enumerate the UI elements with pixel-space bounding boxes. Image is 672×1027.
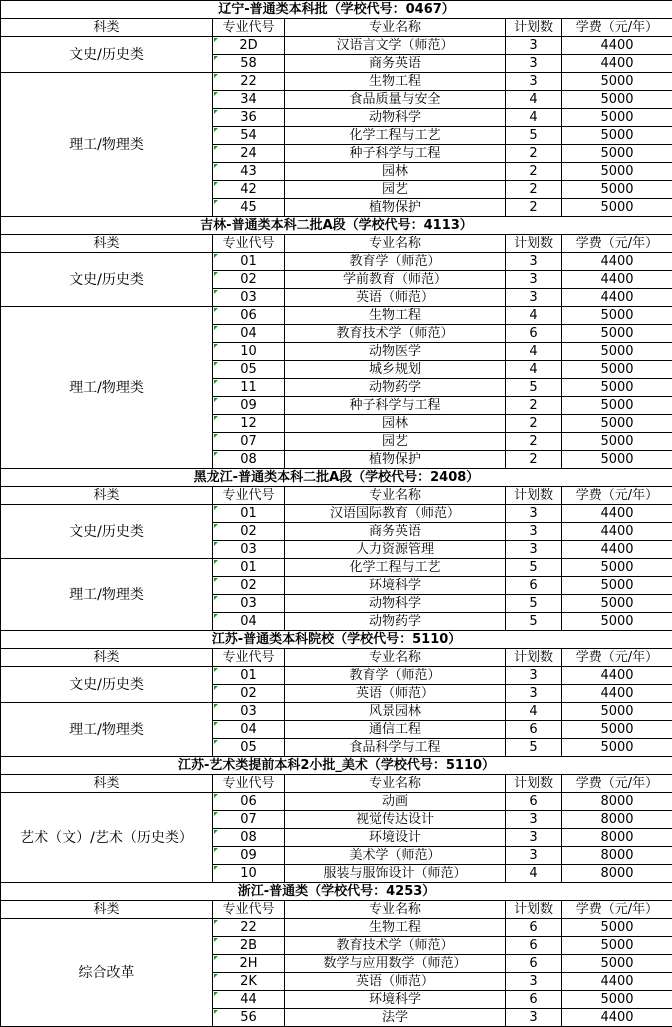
column-header-row: [1, 775, 672, 793]
major-code: 24: [213, 145, 285, 163]
major-code: 22: [213, 73, 285, 91]
tuition-fee: 4400: [562, 55, 672, 73]
major-name: 学前教育（师范）: [285, 271, 506, 289]
plan-count: 6: [506, 793, 562, 811]
major-code: 12: [213, 415, 285, 433]
tuition-fee: 5000: [562, 721, 672, 739]
major-code: 05: [213, 361, 285, 379]
major-code: 06: [213, 793, 285, 811]
section-title: 辽宁-普通类本科批（学校代号：0467）: [1, 1, 672, 19]
plan-count: 2: [506, 145, 562, 163]
plan-count: 3: [506, 73, 562, 91]
major-name: 人力资源管理: [285, 541, 506, 559]
major-code: 05: [213, 739, 285, 757]
tuition-fee: 5000: [562, 451, 672, 469]
column-header-row: [1, 487, 672, 505]
major-code: 10: [213, 865, 285, 883]
table-row: [1, 73, 672, 91]
major-name: 动物药学: [285, 379, 506, 397]
plan-header: 计划数: [506, 235, 562, 253]
table-row: [1, 793, 672, 811]
plan-count: 2: [506, 451, 562, 469]
major-name: 汉语言文学（师范）: [285, 37, 506, 55]
tuition-fee: 5000: [562, 595, 672, 613]
tuition-fee: 5000: [562, 433, 672, 451]
major-name: 教育学（师范）: [285, 667, 506, 685]
tuition-fee: 5000: [562, 919, 672, 937]
code-header: 专业代号: [213, 775, 285, 793]
tuition-fee: 5000: [562, 163, 672, 181]
tuition-fee: 5000: [562, 127, 672, 145]
category-header: 科类: [1, 487, 213, 505]
major-name: 环境科学: [285, 577, 506, 595]
major-code: 45: [213, 199, 285, 217]
plan-count: 3: [506, 523, 562, 541]
major-name: 风景园林: [285, 703, 506, 721]
code-header: 专业代号: [213, 901, 285, 919]
major-code: 09: [213, 847, 285, 865]
plan-count: 3: [506, 847, 562, 865]
major-name: 法学: [285, 1009, 506, 1027]
section-title: 江苏-艺术类提前本科2小批_美术（学校代号：5110）: [1, 757, 672, 775]
code-header: 专业代号: [213, 487, 285, 505]
plan-count: 6: [506, 937, 562, 955]
section-title-row: [1, 469, 672, 487]
major-name: 动画: [285, 793, 506, 811]
category-header: 科类: [1, 19, 213, 37]
major-code: 08: [213, 451, 285, 469]
tuition-fee: 5000: [562, 613, 672, 631]
tuition-fee: 4400: [562, 667, 672, 685]
table-row: [1, 37, 672, 55]
major-name: 生物工程: [285, 307, 506, 325]
plan-count: 4: [506, 703, 562, 721]
plan-count: 5: [506, 379, 562, 397]
category-cell: 理工/物理类: [1, 73, 213, 217]
major-code: 43: [213, 163, 285, 181]
major-name: 园艺: [285, 433, 506, 451]
major-code: 03: [213, 595, 285, 613]
plan-count: 5: [506, 595, 562, 613]
major-code: 01: [213, 253, 285, 271]
tuition-fee: 4400: [562, 253, 672, 271]
major-name: 生物工程: [285, 73, 506, 91]
plan-count: 5: [506, 613, 562, 631]
tuition-fee: 5000: [562, 325, 672, 343]
major-code: 04: [213, 721, 285, 739]
major-name: 教育学（师范）: [285, 253, 506, 271]
plan-count: 2: [506, 199, 562, 217]
major-name: 美术学（师范）: [285, 847, 506, 865]
major-name: 城乡规划: [285, 361, 506, 379]
column-header-row: [1, 649, 672, 667]
fee-header: 学费（元/年）: [562, 19, 672, 37]
plan-count: 3: [506, 667, 562, 685]
major-name: 教育技术学（师范）: [285, 325, 506, 343]
major-name: 服装与服饰设计（师范）: [285, 865, 506, 883]
major-code: 2K: [213, 973, 285, 991]
plan-count: 6: [506, 325, 562, 343]
major-name: 植物保护: [285, 199, 506, 217]
major-code: 02: [213, 523, 285, 541]
tuition-fee: 4400: [562, 1009, 672, 1027]
column-header-row: [1, 901, 672, 919]
tuition-fee: 5000: [562, 109, 672, 127]
tuition-fee: 8000: [562, 829, 672, 847]
table-row: [1, 667, 672, 685]
fee-header: 学费（元/年）: [562, 775, 672, 793]
major-code: 22: [213, 919, 285, 937]
major-code: 07: [213, 811, 285, 829]
plan-count: 6: [506, 721, 562, 739]
plan-count: 2: [506, 163, 562, 181]
major-name: 化学工程与工艺: [285, 559, 506, 577]
section-title: 浙江-普通类（学校代号：4253）: [1, 883, 672, 901]
tuition-fee: 5000: [562, 955, 672, 973]
major-name: 环境科学: [285, 991, 506, 1009]
major-header: 专业名称: [285, 901, 506, 919]
tuition-fee: 5000: [562, 145, 672, 163]
plan-count: 3: [506, 811, 562, 829]
major-name: 英语（师范）: [285, 289, 506, 307]
category-cell: 艺术（文）/艺术（历史类）: [1, 793, 213, 883]
plan-count: 3: [506, 1009, 562, 1027]
plan-count: 2: [506, 415, 562, 433]
tuition-fee: 5000: [562, 307, 672, 325]
major-name: 园艺: [285, 181, 506, 199]
fee-header: 学费（元/年）: [562, 649, 672, 667]
major-name: 动物医学: [285, 343, 506, 361]
category-header: 科类: [1, 649, 213, 667]
tuition-fee: 8000: [562, 811, 672, 829]
major-code: 03: [213, 289, 285, 307]
tuition-fee: 5000: [562, 991, 672, 1009]
tuition-fee: 8000: [562, 793, 672, 811]
category-cell: 文史/历史类: [1, 253, 213, 307]
major-code: 03: [213, 541, 285, 559]
table-row: [1, 253, 672, 271]
major-code: 02: [213, 577, 285, 595]
column-header-row: [1, 235, 672, 253]
major-name: 园林: [285, 163, 506, 181]
major-name: 数学与应用数学（师范）: [285, 955, 506, 973]
major-code: 01: [213, 667, 285, 685]
major-code: 01: [213, 559, 285, 577]
fee-header: 学费（元/年）: [562, 487, 672, 505]
major-code: 44: [213, 991, 285, 1009]
major-code: 58: [213, 55, 285, 73]
category-cell: 理工/物理类: [1, 307, 213, 469]
section-title: 江苏-普通类本科院校（学校代号：5110）: [1, 631, 672, 649]
major-code: 01: [213, 505, 285, 523]
major-name: 生物工程: [285, 919, 506, 937]
code-header: 专业代号: [213, 235, 285, 253]
section-title-row: [1, 217, 672, 235]
major-header: 专业名称: [285, 487, 506, 505]
category-cell: 文史/历史类: [1, 37, 213, 73]
category-cell: 文史/历史类: [1, 505, 213, 559]
plan-count: 3: [506, 289, 562, 307]
major-name: 环境设计: [285, 829, 506, 847]
major-name: 教育技术学（师范）: [285, 937, 506, 955]
major-name: 视觉传达设计: [285, 811, 506, 829]
section-title-row: [1, 757, 672, 775]
tuition-fee: 5000: [562, 181, 672, 199]
column-header-row: [1, 19, 672, 37]
major-code: 2H: [213, 955, 285, 973]
major-code: 2D: [213, 37, 285, 55]
tuition-fee: 5000: [562, 73, 672, 91]
tuition-fee: 5000: [562, 703, 672, 721]
tuition-fee: 4400: [562, 541, 672, 559]
plan-header: 计划数: [506, 649, 562, 667]
category-cell: 理工/物理类: [1, 559, 213, 631]
tuition-fee: 4400: [562, 37, 672, 55]
major-header: 专业名称: [285, 235, 506, 253]
major-code: 2B: [213, 937, 285, 955]
tuition-fee: 4400: [562, 973, 672, 991]
tuition-fee: 5000: [562, 199, 672, 217]
major-name: 食品质量与安全: [285, 91, 506, 109]
major-code: 10: [213, 343, 285, 361]
major-code: 34: [213, 91, 285, 109]
plan-header: 计划数: [506, 19, 562, 37]
section-title-row: [1, 883, 672, 901]
plan-count: 4: [506, 109, 562, 127]
table-row: [1, 703, 672, 721]
plan-count: 6: [506, 919, 562, 937]
plan-count: 6: [506, 991, 562, 1009]
major-name: 英语（师范）: [285, 685, 506, 703]
major-code: 02: [213, 271, 285, 289]
major-name: 园林: [285, 415, 506, 433]
tuition-fee: 5000: [562, 91, 672, 109]
tuition-fee: 4400: [562, 685, 672, 703]
major-name: 商务英语: [285, 55, 506, 73]
major-code: 36: [213, 109, 285, 127]
section-title: 吉林-普通类本科二批A段（学校代号：4113）: [1, 217, 672, 235]
major-name: 动物科学: [285, 109, 506, 127]
major-code: 09: [213, 397, 285, 415]
major-code: 54: [213, 127, 285, 145]
plan-count: 3: [506, 541, 562, 559]
major-code: 11: [213, 379, 285, 397]
major-code: 56: [213, 1009, 285, 1027]
plan-count: 6: [506, 577, 562, 595]
plan-count: 4: [506, 343, 562, 361]
table-row: [1, 307, 672, 325]
section-title-row: [1, 1, 672, 19]
plan-count: 4: [506, 361, 562, 379]
major-name: 植物保护: [285, 451, 506, 469]
tuition-fee: 4400: [562, 523, 672, 541]
plan-count: 2: [506, 181, 562, 199]
tuition-fee: 5000: [562, 343, 672, 361]
tuition-fee: 5000: [562, 937, 672, 955]
major-code: 03: [213, 703, 285, 721]
major-code: 07: [213, 433, 285, 451]
major-header: 专业名称: [285, 19, 506, 37]
major-header: 专业名称: [285, 649, 506, 667]
category-header: 科类: [1, 901, 213, 919]
tuition-fee: 5000: [562, 577, 672, 595]
category-cell: 文史/历史类: [1, 667, 213, 703]
major-name: 种子科学与工程: [285, 397, 506, 415]
plan-count: 2: [506, 433, 562, 451]
category-header: 科类: [1, 235, 213, 253]
plan-count: 3: [506, 271, 562, 289]
table-row: [1, 919, 672, 937]
tuition-fee: 5000: [562, 397, 672, 415]
plan-count: 3: [506, 685, 562, 703]
plan-count: 3: [506, 55, 562, 73]
major-code: 08: [213, 829, 285, 847]
major-code: 04: [213, 613, 285, 631]
plan-count: 3: [506, 253, 562, 271]
major-name: 化学工程与工艺: [285, 127, 506, 145]
plan-header: 计划数: [506, 775, 562, 793]
tuition-fee: 5000: [562, 379, 672, 397]
fee-header: 学费（元/年）: [562, 235, 672, 253]
plan-count: 3: [506, 505, 562, 523]
section-title-row: [1, 631, 672, 649]
major-name: 通信工程: [285, 721, 506, 739]
major-name: 英语（师范）: [285, 973, 506, 991]
major-name: 商务英语: [285, 523, 506, 541]
plan-header: 计划数: [506, 487, 562, 505]
tuition-fee: 8000: [562, 847, 672, 865]
plan-count: 4: [506, 307, 562, 325]
plan-count: 5: [506, 559, 562, 577]
plan-count: 5: [506, 739, 562, 757]
plan-header: 计划数: [506, 901, 562, 919]
plan-count: 4: [506, 91, 562, 109]
major-name: 动物药学: [285, 613, 506, 631]
fee-header: 学费（元/年）: [562, 901, 672, 919]
section-title: 黑龙江-普通类本科二批A段（学校代号：2408）: [1, 469, 672, 487]
category-cell: 理工/物理类: [1, 703, 213, 757]
major-code: 42: [213, 181, 285, 199]
major-code: 06: [213, 307, 285, 325]
tuition-fee: 4400: [562, 271, 672, 289]
plan-count: 2: [506, 397, 562, 415]
major-code: 02: [213, 685, 285, 703]
tuition-fee: 5000: [562, 559, 672, 577]
code-header: 专业代号: [213, 19, 285, 37]
category-header: 科类: [1, 775, 213, 793]
plan-count: 4: [506, 865, 562, 883]
plan-count: 6: [506, 955, 562, 973]
tuition-fee: 4400: [562, 505, 672, 523]
plan-count: 3: [506, 829, 562, 847]
major-name: 种子科学与工程: [285, 145, 506, 163]
tuition-fee: 5000: [562, 361, 672, 379]
plan-count: 3: [506, 37, 562, 55]
major-header: 专业名称: [285, 775, 506, 793]
plan-count: 5: [506, 127, 562, 145]
code-header: 专业代号: [213, 649, 285, 667]
tuition-fee: 8000: [562, 865, 672, 883]
table-row: [1, 505, 672, 523]
major-code: 04: [213, 325, 285, 343]
major-name: 汉语国际教育（师范）: [285, 505, 506, 523]
major-name: 食品科学与工程: [285, 739, 506, 757]
category-cell: 综合改革: [1, 919, 213, 1027]
plan-count: 3: [506, 973, 562, 991]
major-name: 动物科学: [285, 595, 506, 613]
tuition-fee: 5000: [562, 739, 672, 757]
tuition-fee: 5000: [562, 415, 672, 433]
table-row: [1, 559, 672, 577]
tuition-fee: 4400: [562, 289, 672, 307]
